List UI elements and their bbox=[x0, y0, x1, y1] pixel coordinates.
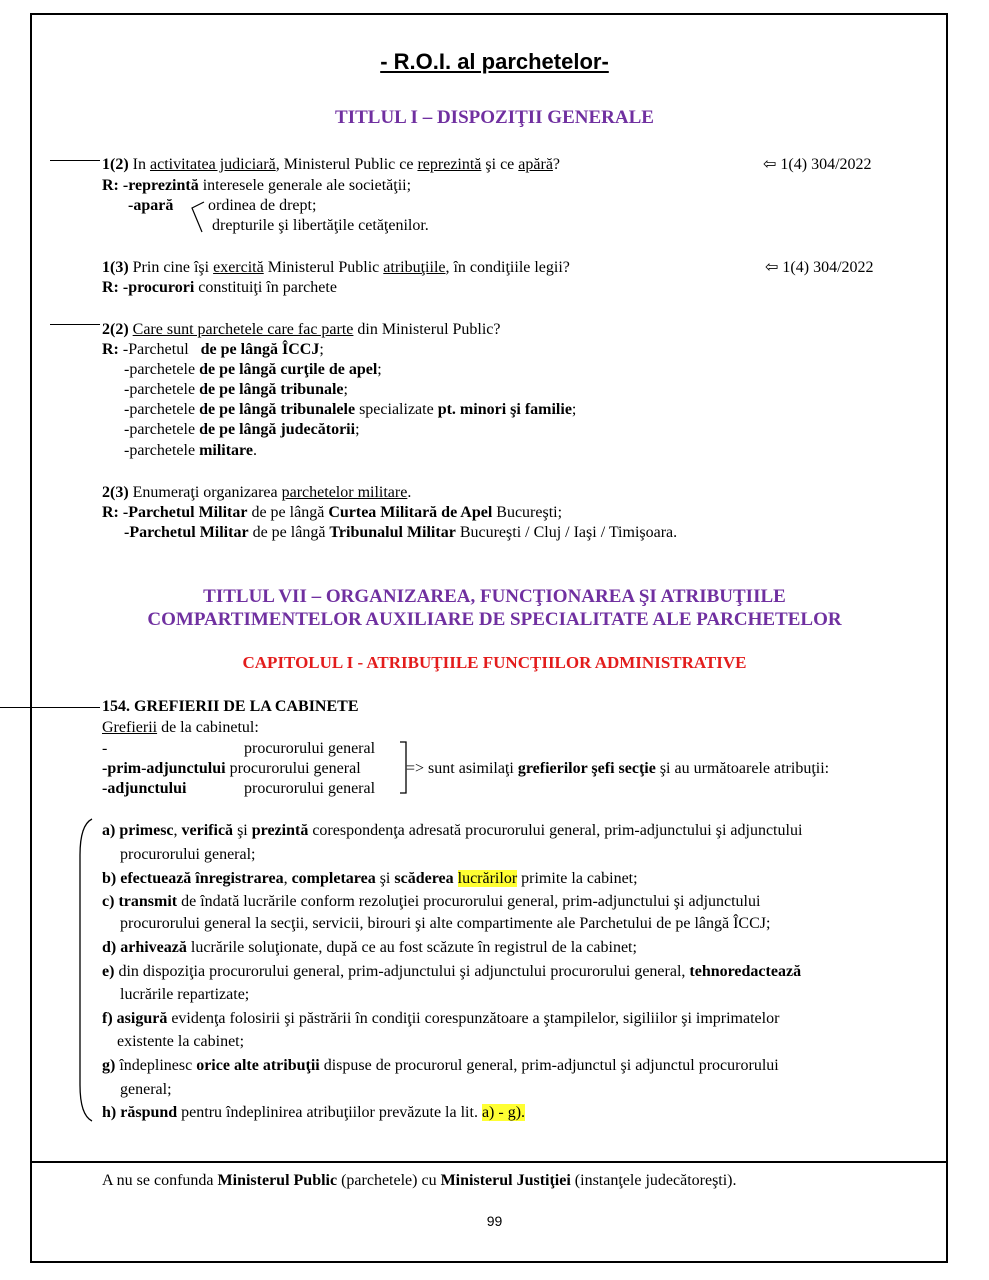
item-b: b) efectuează înregistrarea, completarea şi scăderea lucrărilor primite la cabinet; bbox=[102, 870, 638, 887]
left-brace-icon bbox=[74, 815, 96, 1125]
answer-apara: -apară bbox=[128, 197, 174, 214]
cabinet-1-dash: - bbox=[102, 740, 108, 757]
item-h: h) răspund pentru îndeplinirea atribuţiilor prevăzute la lit. a) - g). bbox=[102, 1104, 526, 1121]
answer-1-2: R: -reprezintă interesele generale ale societăţii; bbox=[102, 177, 412, 194]
bracket-icon bbox=[188, 198, 206, 236]
question-2-2: 2(2) Care sunt parchetele care fac parte din Ministerul Public? bbox=[102, 321, 501, 338]
reference-1-4: ⇦ 1(4) 304/2022 bbox=[763, 156, 872, 173]
capitol-heading: CAPITOLUL I - ATRIBUŢIILE FUNCŢIILOR ADMINISTRATIVE bbox=[242, 653, 747, 672]
cabinet-3: procurorului general bbox=[244, 780, 376, 797]
item-a-cont: procurorului general; bbox=[120, 846, 256, 863]
margin-marker-line bbox=[0, 707, 100, 708]
answer-2-2-l5: -parchetele de pe lângă judecătorii; bbox=[124, 421, 360, 438]
answer-2-3-l2: -Parchetul Militar de pe lângă Tribunalul Militar Bucureşti / Cluj / Iaşi / Timişoara. bbox=[124, 524, 678, 541]
footer-divider bbox=[30, 1161, 948, 1163]
answer-apara-2: drepturile şi libertăţile cetăţenilor. bbox=[212, 217, 429, 234]
item-e-cont: lucrările repartizate; bbox=[120, 986, 250, 1003]
answer-2-2-l4: -parchetele de pe lângă tribunalele specializate pt. minori şi familie; bbox=[124, 401, 577, 418]
item-g-cont: general; bbox=[120, 1081, 172, 1098]
item-f-cont: existente la cabinet; bbox=[117, 1033, 245, 1050]
answer-apara-1: ordinea de drept; bbox=[208, 197, 317, 214]
item-a: a) primesc, verifică şi prezintă corespondenţa adresată procurorului general, prim-adjunctului şi adjunctului bbox=[102, 822, 803, 839]
margin-marker-line bbox=[50, 160, 100, 161]
cabinet-1: procurorului general bbox=[244, 740, 376, 757]
article-154-heading: 154. GREFIERII DE LA CABINETE bbox=[102, 698, 359, 715]
question-2-3: 2(3) Enumeraţi organizarea parchetelor militare. bbox=[102, 484, 412, 501]
item-d: d) arhivează lucrările soluţionate, după ce au fost scăzute în registrul de la cabinet; bbox=[102, 939, 637, 956]
question-1-2: 1(2) In activitatea judiciară, Ministerul Public ce reprezintă şi ce apără? bbox=[102, 156, 561, 173]
reference-1-4-b: ⇦ 1(4) 304/2022 bbox=[765, 259, 874, 276]
answer-2-2-l3: -parchetele de pe lângă tribunale; bbox=[124, 381, 348, 398]
answer-2-2-l2: -parchetele de pe lângă curţile de apel; bbox=[124, 361, 382, 378]
page-title: - R.O.I. al parchetelor- bbox=[380, 49, 609, 74]
titlul-7-heading-line2: COMPARTIMENTELOR AUXILIARE DE SPECIALITATE ALE PARCHETELOR bbox=[147, 609, 842, 630]
article-154-intro: Grefierii de la cabinetul: bbox=[102, 719, 259, 736]
margin-marker-line bbox=[50, 324, 100, 325]
item-g: g) îndeplinesc orice alte atribuţii dispuse de procurorul general, prim-adjunctul şi adjunctul procurorului bbox=[102, 1057, 779, 1074]
answer-2-2-l1: R: -Parchetul de pe lângă ÎCCJ; bbox=[102, 341, 324, 358]
titlul-7-heading-line1: TITLUL VII – ORGANIZAREA, FUNCŢIONAREA ŞI ATRIBUŢIILE bbox=[203, 586, 786, 607]
page-number: 99 bbox=[486, 1213, 503, 1229]
answer-2-3-l1: R: -Parchetul Militar de pe lângă Curtea Militară de Apel Bucureşti; bbox=[102, 504, 563, 521]
item-c: c) transmit de îndată lucrările conform rezoluţiei procurorului general, prim-adjunctului şi adjunctului bbox=[102, 893, 761, 910]
answer-1-3: R: -procurori constituiţi în parchete bbox=[102, 279, 337, 296]
cabinet-2: -prim-adjunctului procurorului general bbox=[102, 760, 361, 777]
titlul-1-heading: TITLUL I – DISPOZIŢII GENERALE bbox=[335, 107, 654, 128]
item-e: e) din dispoziţia procurorului general, prim-adjunctului şi adjunctului procurorului general, tehnoredactează bbox=[102, 963, 802, 980]
cabinet-3-label: -adjunctului bbox=[102, 780, 187, 797]
item-f: f) asigură evidenţa folosirii şi păstrării în condiţii corespunzătoare a ştampilelor, sigiliilor şi imprimatelor bbox=[102, 1010, 780, 1027]
item-c-cont: procurorului general la secţii, servicii, birouri şi alte compartimente ale Parchetului de pe lângă ÎCCJ; bbox=[120, 915, 771, 932]
answer-2-2-l6: -parchetele militare. bbox=[124, 442, 257, 459]
question-1-3: 1(3) Prin cine îşi exercită Ministerul Public atribuţiile, în condiţiile legii? bbox=[102, 259, 570, 276]
assimilation-statement: => sunt asimilaţi grefierilor şefi secţie şi au următoarele atribuţii: bbox=[406, 760, 830, 777]
footer-note: A nu se confunda Ministerul Public (parchetele) cu Ministerul Justiţiei (instanţele judecătoreşti). bbox=[102, 1172, 737, 1189]
